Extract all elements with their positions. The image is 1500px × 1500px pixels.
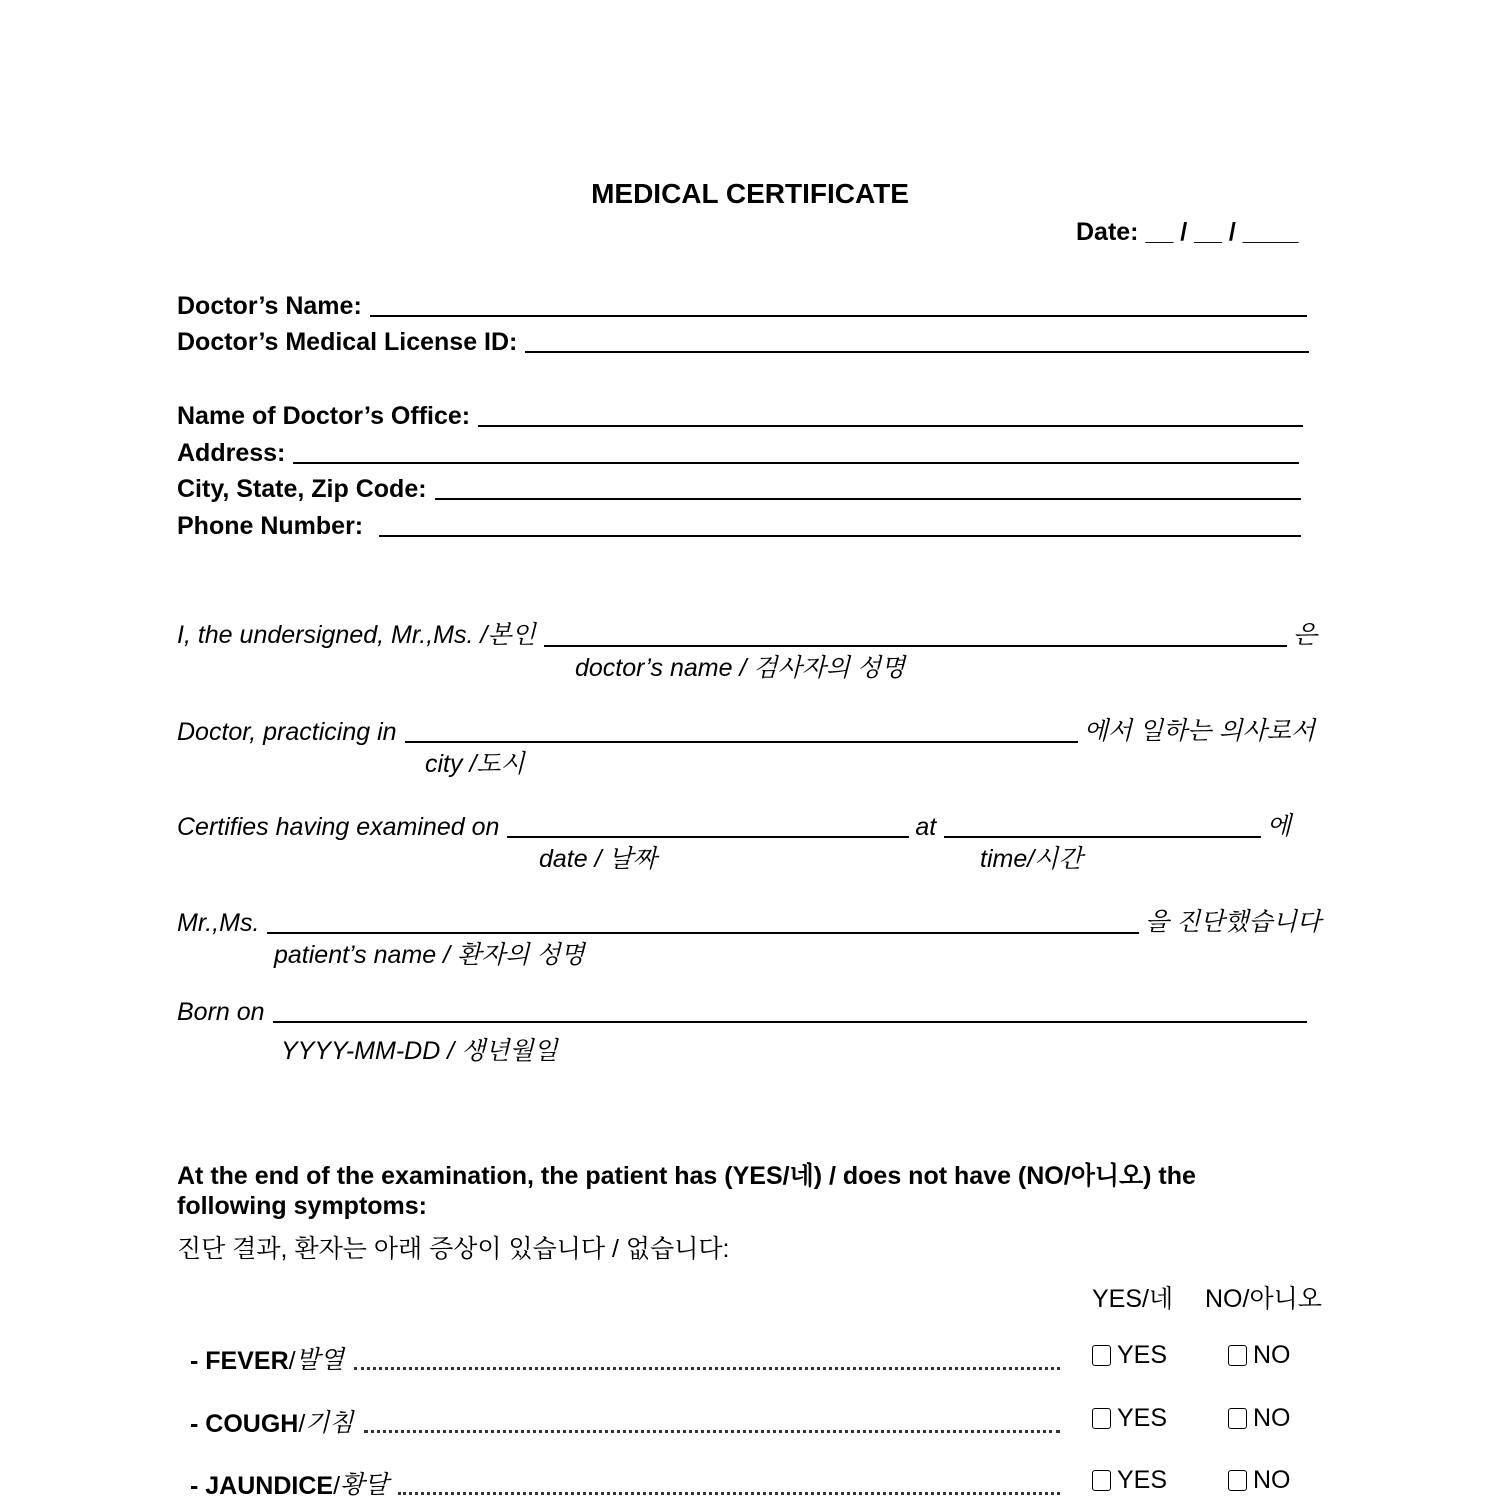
dot-leader <box>354 1367 1060 1370</box>
office-label: Name of Doctor’s Office: <box>177 402 471 430</box>
no-column-header: NO/아니오 <box>1205 1285 1322 1313</box>
address-row <box>177 439 1305 468</box>
time-caption: time/시간 <box>980 845 1083 873</box>
patient-name-caption: patient’s name / 환자의 성명 <box>274 941 585 969</box>
birth-date-line[interactable] <box>273 1021 1307 1023</box>
yes-label: YES <box>1117 1404 1168 1432</box>
born-row <box>177 998 1313 1027</box>
symptom-korean: 발열 <box>295 1346 344 1374</box>
no-label: NO <box>1253 1341 1291 1369</box>
checkbox-icon <box>1228 1470 1247 1491</box>
phone-row <box>177 512 1307 541</box>
symptom-korean: 기침 <box>305 1409 354 1437</box>
symptom-sep: / <box>333 1472 341 1500</box>
examined-label: Certifies having examined on <box>177 813 500 841</box>
symptom-korean: 황달 <box>340 1471 389 1499</box>
doctor-name-label: Doctor’s Name: <box>177 292 362 320</box>
undersigned-label: I, the undersigned, Mr.,Ms. /본인 <box>177 621 536 649</box>
symptom-row-cough <box>190 1403 1060 1439</box>
symptoms-intro-line1: At the end of the examination, the patient has (YES/네) / does not have (NO/아니오) the <box>177 1162 1196 1190</box>
undersigned-row <box>177 615 1317 651</box>
symptoms-intro-korean: 진단 결과, 환자는 아래 증상이 있습니다 / 없습니다: <box>177 1235 730 1263</box>
cough-yes-checkbox[interactable] <box>1092 1404 1167 1433</box>
yes-label: YES <box>1117 1466 1168 1494</box>
address-label: Address: <box>177 439 286 467</box>
examined-row <box>177 806 1291 842</box>
dot-leader <box>364 1430 1060 1433</box>
license-label: Doctor’s Medical License ID: <box>177 328 518 356</box>
phone-label: Phone Number: <box>177 512 364 540</box>
symptom-sep: / <box>288 1347 296 1375</box>
doctor-signature-line[interactable] <box>544 645 1287 647</box>
license-line[interactable] <box>525 351 1309 353</box>
doctor-name-line[interactable] <box>370 315 1307 317</box>
address-line[interactable] <box>293 462 1299 464</box>
city-caption: city /도시 <box>425 750 525 778</box>
date-caption: date / 날짜 <box>539 845 657 873</box>
yes-column-header: YES/네 <box>1092 1285 1174 1313</box>
checkbox-icon <box>1092 1408 1111 1429</box>
date-field[interactable]: Date: __ / __ / ____ <box>1076 218 1299 246</box>
checkbox-icon <box>1228 1345 1247 1366</box>
jaundice-yes-checkbox[interactable] <box>1092 1466 1167 1495</box>
symptoms-intro-line2: following symptoms: <box>177 1192 427 1220</box>
exam-date-line[interactable] <box>507 836 909 838</box>
patient-name-line[interactable] <box>267 932 1139 934</box>
patient-row <box>177 902 1321 938</box>
city-label: City, State, Zip Code: <box>177 475 427 503</box>
symptom-name: - FEVER <box>190 1347 289 1375</box>
cough-no-checkbox[interactable] <box>1228 1404 1291 1433</box>
office-line[interactable] <box>478 425 1303 427</box>
symptom-row-jaundice <box>190 1465 1060 1500</box>
checkbox-icon <box>1228 1408 1247 1429</box>
practicing-suffix: 에서 일하는 의사로서 <box>1083 717 1315 745</box>
dot-leader <box>398 1492 1060 1495</box>
fever-yes-checkbox[interactable] <box>1092 1341 1167 1370</box>
practicing-label: Doctor, practicing in <box>177 718 397 746</box>
city-line[interactable] <box>435 498 1301 500</box>
practice-city-line[interactable] <box>405 741 1078 743</box>
symptom-name: - COUGH <box>190 1410 299 1438</box>
doctor-name-row <box>177 292 1313 321</box>
checkbox-icon <box>1092 1345 1111 1366</box>
checkbox-icon <box>1092 1470 1111 1491</box>
city-row <box>177 475 1307 504</box>
no-label: NO <box>1253 1404 1291 1432</box>
symptom-row-fever <box>190 1340 1060 1376</box>
doctor-name-caption: doctor’s name / 검사자의 성명 <box>575 654 906 682</box>
fever-no-checkbox[interactable] <box>1228 1341 1291 1370</box>
office-row <box>177 402 1309 431</box>
examined-at-label: at <box>915 813 937 841</box>
symptom-sep: / <box>298 1410 306 1438</box>
born-label: Born on <box>177 998 265 1026</box>
page-title: MEDICAL CERTIFICATE <box>591 178 909 209</box>
yes-label: YES <box>1117 1341 1168 1369</box>
license-row <box>177 328 1315 357</box>
patient-label: Mr.,Ms. <box>177 909 260 937</box>
birth-date-caption: YYYY-MM-DD / 생년월일 <box>281 1037 558 1065</box>
exam-time-line[interactable] <box>944 836 1261 838</box>
examined-suffix: 에 <box>1266 812 1291 840</box>
practicing-row <box>177 711 1315 747</box>
symptom-name: - JAUNDICE <box>190 1472 334 1500</box>
jaundice-no-checkbox[interactable] <box>1228 1466 1291 1495</box>
phone-line[interactable] <box>379 535 1301 537</box>
no-label: NO <box>1253 1466 1291 1494</box>
patient-suffix: 을 진단했습니다 <box>1145 908 1321 936</box>
undersigned-suffix: 은 <box>1292 621 1317 649</box>
